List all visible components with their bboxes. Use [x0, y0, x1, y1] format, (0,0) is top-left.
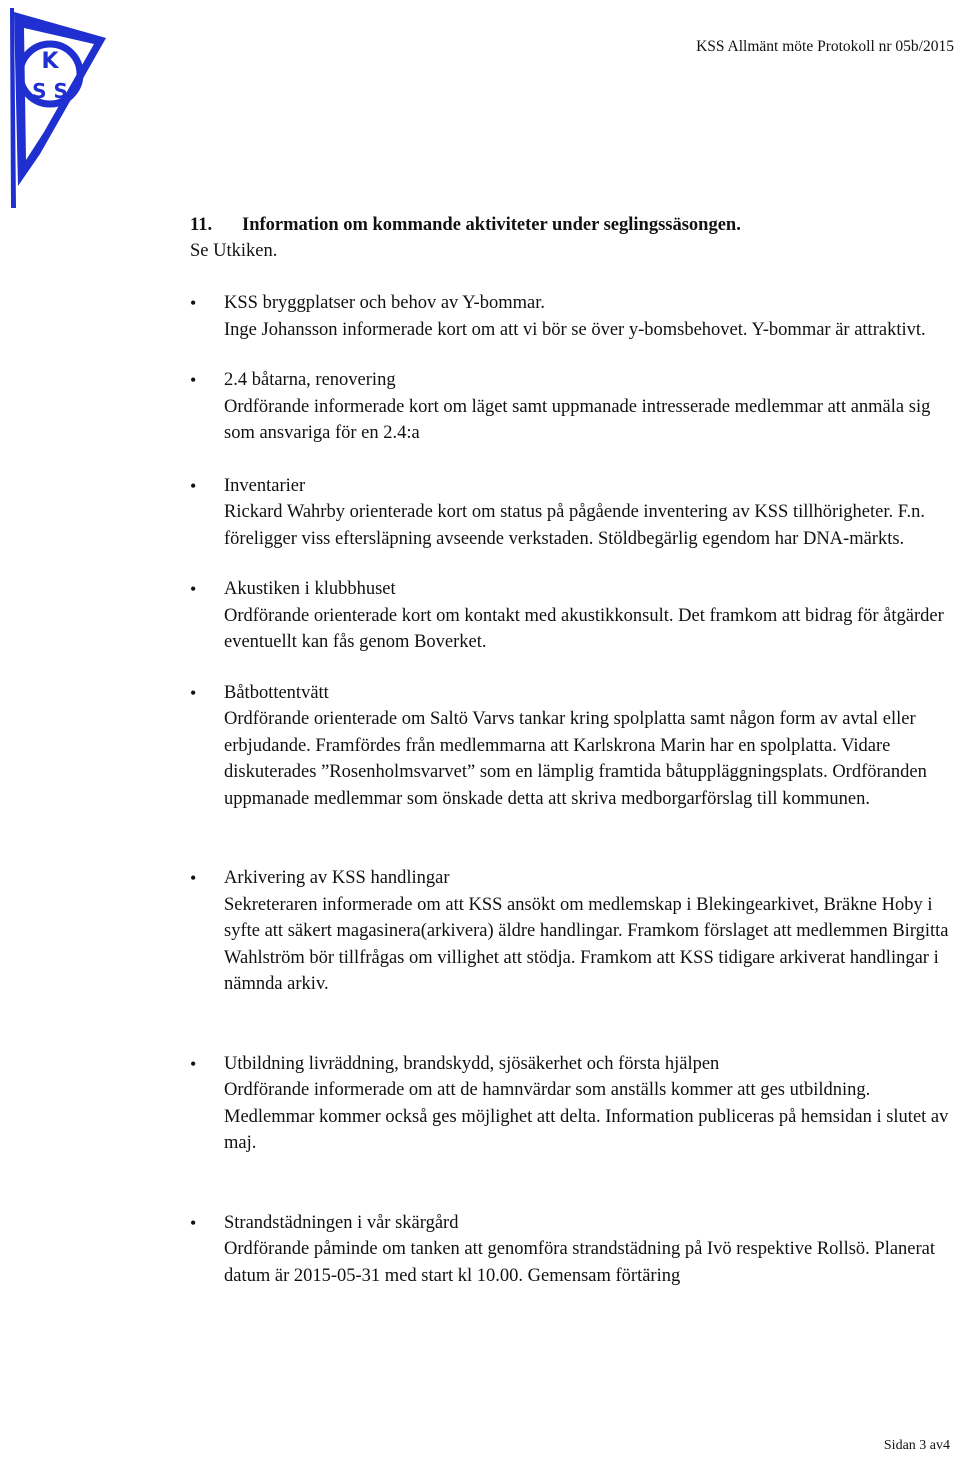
list-item: [190, 680, 956, 813]
section-number: 11.: [190, 215, 213, 235]
bullet-icon: •: [190, 682, 197, 703]
logo-letter-k: K: [41, 49, 59, 74]
list-item: [190, 865, 956, 998]
item-body: Ordförande informerade om att de hamnvärdar som anställs kommer att ges utbildning. Medlemmar kommer också ges möjlighet att delta. Information publiceras på hemsidan i slutet av maj.: [224, 1080, 949, 1153]
bullet-icon: •: [190, 868, 197, 888]
kss-pennant-logo: [4, 4, 110, 210]
item-body: Inge Johansson informerade kort om att vi bör se över y-bomsbehovet. Y-bommar är attraktivt.: [224, 319, 926, 340]
item-heading: KSS bryggplatser och behov av Y-bommar.: [224, 293, 545, 313]
item-heading: 2.4 båtarna, renovering: [224, 370, 396, 390]
item-body: Ordförande informerade kort om läget samt uppmanade intresserade medlemmar att anmäla sig som ansvariga för en 2.4:a: [224, 396, 931, 443]
bullet-icon: •: [190, 1053, 197, 1074]
section-title-text: Information om kommande aktiviteter under seglingssäsongen.: [242, 215, 741, 235]
item-body: Ordförande orienterade kort om kontakt med akustikkonsult. Det framkom att bidrag för åtgärder eventuellt kan fås genom Boverket.: [224, 605, 944, 652]
bullet-icon: •: [190, 293, 197, 313]
section-subtitle: Se Utkiken.: [190, 241, 278, 261]
document-reference: KSS Allmänt möte Protokoll nr 05b/2015: [696, 38, 954, 55]
bullet-icon: •: [190, 370, 197, 390]
item-heading: Akustiken i klubbhuset: [224, 579, 396, 599]
item-heading: Utbildning livräddning, brandskydd, sjösäkerhet och första hjälpen: [224, 1053, 720, 1074]
bullet-icon: •: [190, 579, 197, 599]
list-item: [190, 1210, 956, 1290]
item-heading: Båtbottentvätt: [224, 682, 329, 703]
list-item: [190, 290, 956, 343]
list-item: [190, 367, 956, 447]
item-body: Ordförande orienterade om Saltö Varvs tankar kring spolplatta samt någon form av avtal eller erbjudande. Framfördes från medlemmarna att Karlskrona Marin har en spolplatta. Vidare diskuterades ”Rosenholmsvarvet” som en lämplig framtida båtuppläggningsplats. Ordföranden uppmanade medlemmar som önskade detta att skriva medborgarförslag till kommunen.: [224, 709, 927, 809]
list-item: [190, 1051, 956, 1157]
logo-letters-ss: S S: [32, 79, 68, 103]
list-item: [190, 473, 956, 553]
section-title: [190, 212, 956, 238]
item-body: Rickard Wahrby orienterade kort om status på pågående inventering av KSS tillhörigheter. F.n. föreligger viss eftersläpning avseende verkstaden. Stöldbegärlig egendom har DNA-märkts.: [224, 502, 926, 549]
item-heading: Arkivering av KSS handlingar: [224, 868, 450, 888]
item-heading: Strandstädningen i vår skärgård: [224, 1212, 459, 1233]
list-item: [190, 576, 956, 656]
bullet-icon: •: [190, 475, 197, 496]
bullet-icon: •: [190, 1212, 197, 1233]
item-heading: Inventarier: [224, 475, 306, 496]
item-body: Sekreteraren informerade om att KSS ansökt om medlemskap i Blekingearkivet, Bräkne Hoby i syfte att säkert magasinera(arkivera) äldre handlingar. Framkom förslaget att medlemmen Birgitta Wahlström bör tillfrågas om villighet att stödja. Framkom att KSS tidigare arkiverat handlingar i nämnda arkiv.: [224, 894, 949, 994]
item-body: Ordförande påminde om tanken att genomföra strandstädning på Ivö respektive Rollsö. Planerat datum är 2015-05-31 med start kl 10.00. Gemensam förtäring: [224, 1239, 936, 1286]
page-number: Sidan 3 av4: [883, 1438, 950, 1453]
document-body: [190, 212, 956, 1289]
